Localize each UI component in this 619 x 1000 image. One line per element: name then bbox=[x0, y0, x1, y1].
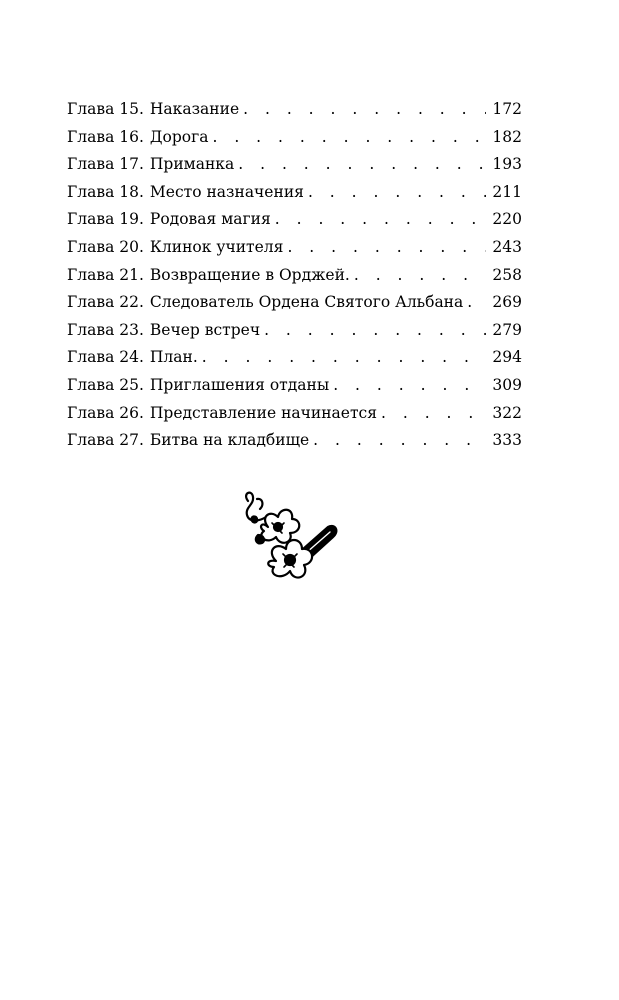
toc-entry-label bbox=[67, 317, 260, 345]
toc-page-number: 220 bbox=[492, 210, 522, 229]
toc-entry bbox=[67, 427, 522, 455]
table-of-contents bbox=[67, 96, 522, 455]
toc-chapter-title: Приманка bbox=[149, 155, 235, 174]
toc-chapter-title: Приглашения отданы bbox=[149, 375, 330, 394]
toc-entry bbox=[67, 372, 522, 400]
toc-leader-dots bbox=[243, 96, 486, 124]
toc-leader-dots bbox=[212, 124, 486, 152]
toc-chapter-title: Дорога bbox=[149, 127, 209, 146]
toc-entry-label bbox=[67, 234, 283, 262]
toc-page-number: 193 bbox=[492, 155, 522, 174]
toc-entry bbox=[67, 179, 522, 207]
toc-chapter-title: План. bbox=[149, 348, 198, 367]
toc-entry-label bbox=[67, 400, 377, 428]
toc-chapter-title: Представление начинается bbox=[149, 403, 377, 422]
toc-entry bbox=[67, 289, 522, 317]
toc-page-number: 182 bbox=[492, 127, 522, 146]
toc-entry-label bbox=[67, 427, 309, 455]
toc-entry bbox=[67, 151, 522, 179]
toc-leader-dots bbox=[202, 344, 487, 372]
toc-page-number: 279 bbox=[492, 320, 522, 339]
toc-leader-dots bbox=[313, 427, 486, 455]
toc-chapter-number: Глава 23. bbox=[67, 320, 144, 339]
toc-page-number: 309 bbox=[492, 375, 522, 394]
toc-page-number: 211 bbox=[492, 182, 522, 201]
toc-chapter-number: Глава 27. bbox=[67, 431, 144, 450]
toc-entry-label bbox=[67, 372, 329, 400]
toc-entry-label bbox=[67, 262, 350, 290]
toc-leader-dots bbox=[238, 151, 486, 179]
toc-chapter-number: Глава 26. bbox=[67, 403, 144, 422]
toc-page-number: 333 bbox=[492, 431, 522, 450]
toc-entry-label bbox=[67, 96, 239, 124]
toc-leader-dots bbox=[308, 179, 486, 207]
toc-leader-dots bbox=[354, 262, 487, 290]
toc-entry-label bbox=[67, 206, 271, 234]
toc-chapter-number: Глава 16. bbox=[67, 127, 144, 146]
toc-entry bbox=[67, 96, 522, 124]
toc-entry bbox=[67, 234, 522, 262]
toc-chapter-number: Глава 21. bbox=[67, 265, 144, 284]
toc-leader-dots bbox=[275, 206, 487, 234]
toc-entry-label bbox=[67, 289, 463, 317]
toc-chapter-number: Глава 19. bbox=[67, 210, 144, 229]
toc-leader-dots bbox=[467, 289, 486, 317]
toc-entry-label bbox=[67, 344, 198, 372]
toc-entry bbox=[67, 206, 522, 234]
toc-entry bbox=[67, 262, 522, 290]
toc-chapter-number: Глава 17. bbox=[67, 155, 144, 174]
toc-entry-label bbox=[67, 124, 208, 152]
toc-entry-label bbox=[67, 179, 304, 207]
toc-leader-dots bbox=[333, 372, 486, 400]
toc-page-number: 172 bbox=[492, 100, 522, 118]
toc-leader-dots bbox=[287, 234, 486, 262]
toc-chapter-title: Место назначения bbox=[149, 182, 304, 201]
toc-page-number: 258 bbox=[492, 265, 522, 284]
toc-page-number: 322 bbox=[492, 403, 522, 422]
toc-chapter-title: Возвращение в Орджей. bbox=[149, 265, 350, 284]
toc-chapter-title: Следователь Ордена Святого Альбана bbox=[149, 293, 464, 312]
toc-leader-dots bbox=[264, 317, 486, 345]
toc-chapter-number: Глава 24. bbox=[67, 348, 144, 367]
toc-chapter-title: Вечер встреч bbox=[149, 320, 261, 339]
toc-chapter-number: Глава 25. bbox=[67, 375, 144, 394]
toc-page-number: 269 bbox=[492, 293, 522, 312]
toc-entry bbox=[67, 344, 522, 372]
toc-chapter-number: Глава 20. bbox=[67, 237, 144, 256]
toc-chapter-number: Глава 15. bbox=[67, 100, 144, 118]
toc-page-number: 294 bbox=[492, 348, 522, 367]
flower-ornament-icon bbox=[236, 487, 346, 597]
toc-chapter-title: Клинок учителя bbox=[149, 237, 284, 256]
toc-chapter-title: Наказание bbox=[149, 100, 240, 118]
toc-chapter-title: Битва на кладбище bbox=[149, 431, 310, 450]
toc-page-number: 243 bbox=[492, 237, 522, 256]
toc-entry bbox=[67, 400, 522, 428]
toc-entry bbox=[67, 124, 522, 152]
toc-leader-dots bbox=[381, 400, 486, 428]
toc-entry-label bbox=[67, 151, 234, 179]
toc-chapter-title: Родовая магия bbox=[149, 210, 271, 229]
toc-chapter-number: Глава 22. bbox=[67, 293, 144, 312]
toc-entry bbox=[67, 317, 522, 345]
toc-chapter-number: Глава 18. bbox=[67, 182, 144, 201]
